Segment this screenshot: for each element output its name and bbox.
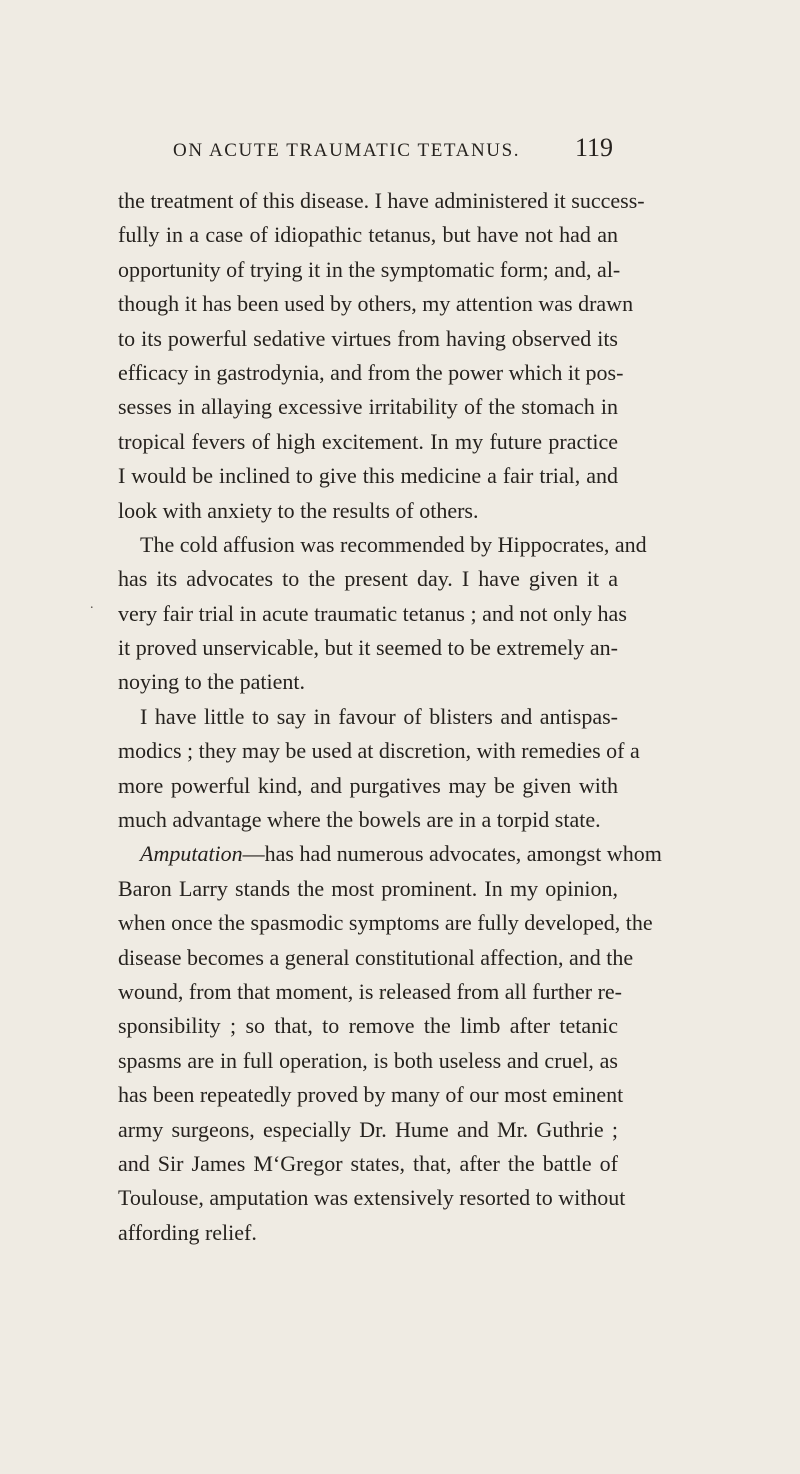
text-line: sesses in allaying excessive irritability of the stomach in	[118, 394, 618, 420]
text-line: army surgeons, especially Dr. Hume and Mr. Guthrie ;	[118, 1116, 618, 1142]
paragraph-start-line: The cold affusion was recommended by Hippocrates, and	[140, 531, 647, 557]
text-line: noying to the patient.	[118, 669, 305, 695]
text-line: though it has been used by others, my attention was drawn	[118, 291, 634, 317]
text-line: Toulouse, amputation was extensively resorted to without	[118, 1185, 626, 1211]
text-line: when once the spasmodic symptoms are fully developed, the	[118, 910, 653, 936]
text-line: Baron Larry stands the most prominent. In my opinion,	[118, 875, 618, 901]
text-line: wound, from that moment, is released from all further re-	[118, 978, 623, 1004]
paragraph-start-line: Amputation—has had numerous advocates, amongst whom	[140, 841, 662, 867]
text-line: fully in a case of idiopathic tetanus, but have not had an	[118, 222, 618, 248]
text-line: affording relief.	[118, 1219, 257, 1245]
text-line: to its powerful sedative virtues from having observed its	[118, 325, 618, 351]
text-line: the treatment of this disease. I have administered it success-	[118, 188, 645, 213]
text-line: more powerful kind, and purgatives may be given with	[118, 772, 618, 798]
text-line: sponsibility ; so that, to remove the limb after tetanic	[118, 1013, 618, 1039]
running-head: ON ACUTE TRAUMATIC TETANUS.	[173, 140, 521, 161]
text-line: I would be inclined to give this medicine a fair trial, and	[118, 463, 618, 489]
text-line: opportunity of trying it in the symptomatic form; and, al-	[118, 256, 621, 282]
text-line: efficacy in gastrodynia, and from the power which it pos-	[118, 359, 624, 385]
text-line: has been repeatedly proved by many of our most eminent	[118, 1082, 624, 1108]
text-line: modics ; they may be used at discretion, with remedies of a	[118, 738, 640, 764]
text-line: look with anxiety to the results of others.	[118, 497, 479, 523]
text-line: much advantage where the bowels are in a torpid state.	[118, 807, 601, 833]
text-line: very fair trial in acute traumatic tetanus ; and not only has	[118, 600, 627, 626]
text-line: tropical fevers of high excitement. In my future practice	[118, 428, 618, 454]
text-line: spasms are in full operation, is both useless and cruel, as	[118, 1047, 618, 1073]
italic-term: Amputation	[140, 841, 243, 867]
text-line: disease becomes a general constitutional affection, and the	[118, 944, 634, 970]
paragraph-start-line: I have little to say in favour of blisters and antispas-	[140, 703, 618, 729]
page-number: 119	[575, 133, 614, 162]
margin-mark: .	[90, 597, 94, 612]
text-line: and Sir James M‘Gregor states, that, after the battle of	[118, 1150, 618, 1176]
body-text	[118, 184, 662, 1250]
text-line: has its advocates to the present day. I have given it a	[118, 566, 618, 592]
text-line: it proved unservicable, but it seemed to be extremely an-	[118, 635, 618, 661]
